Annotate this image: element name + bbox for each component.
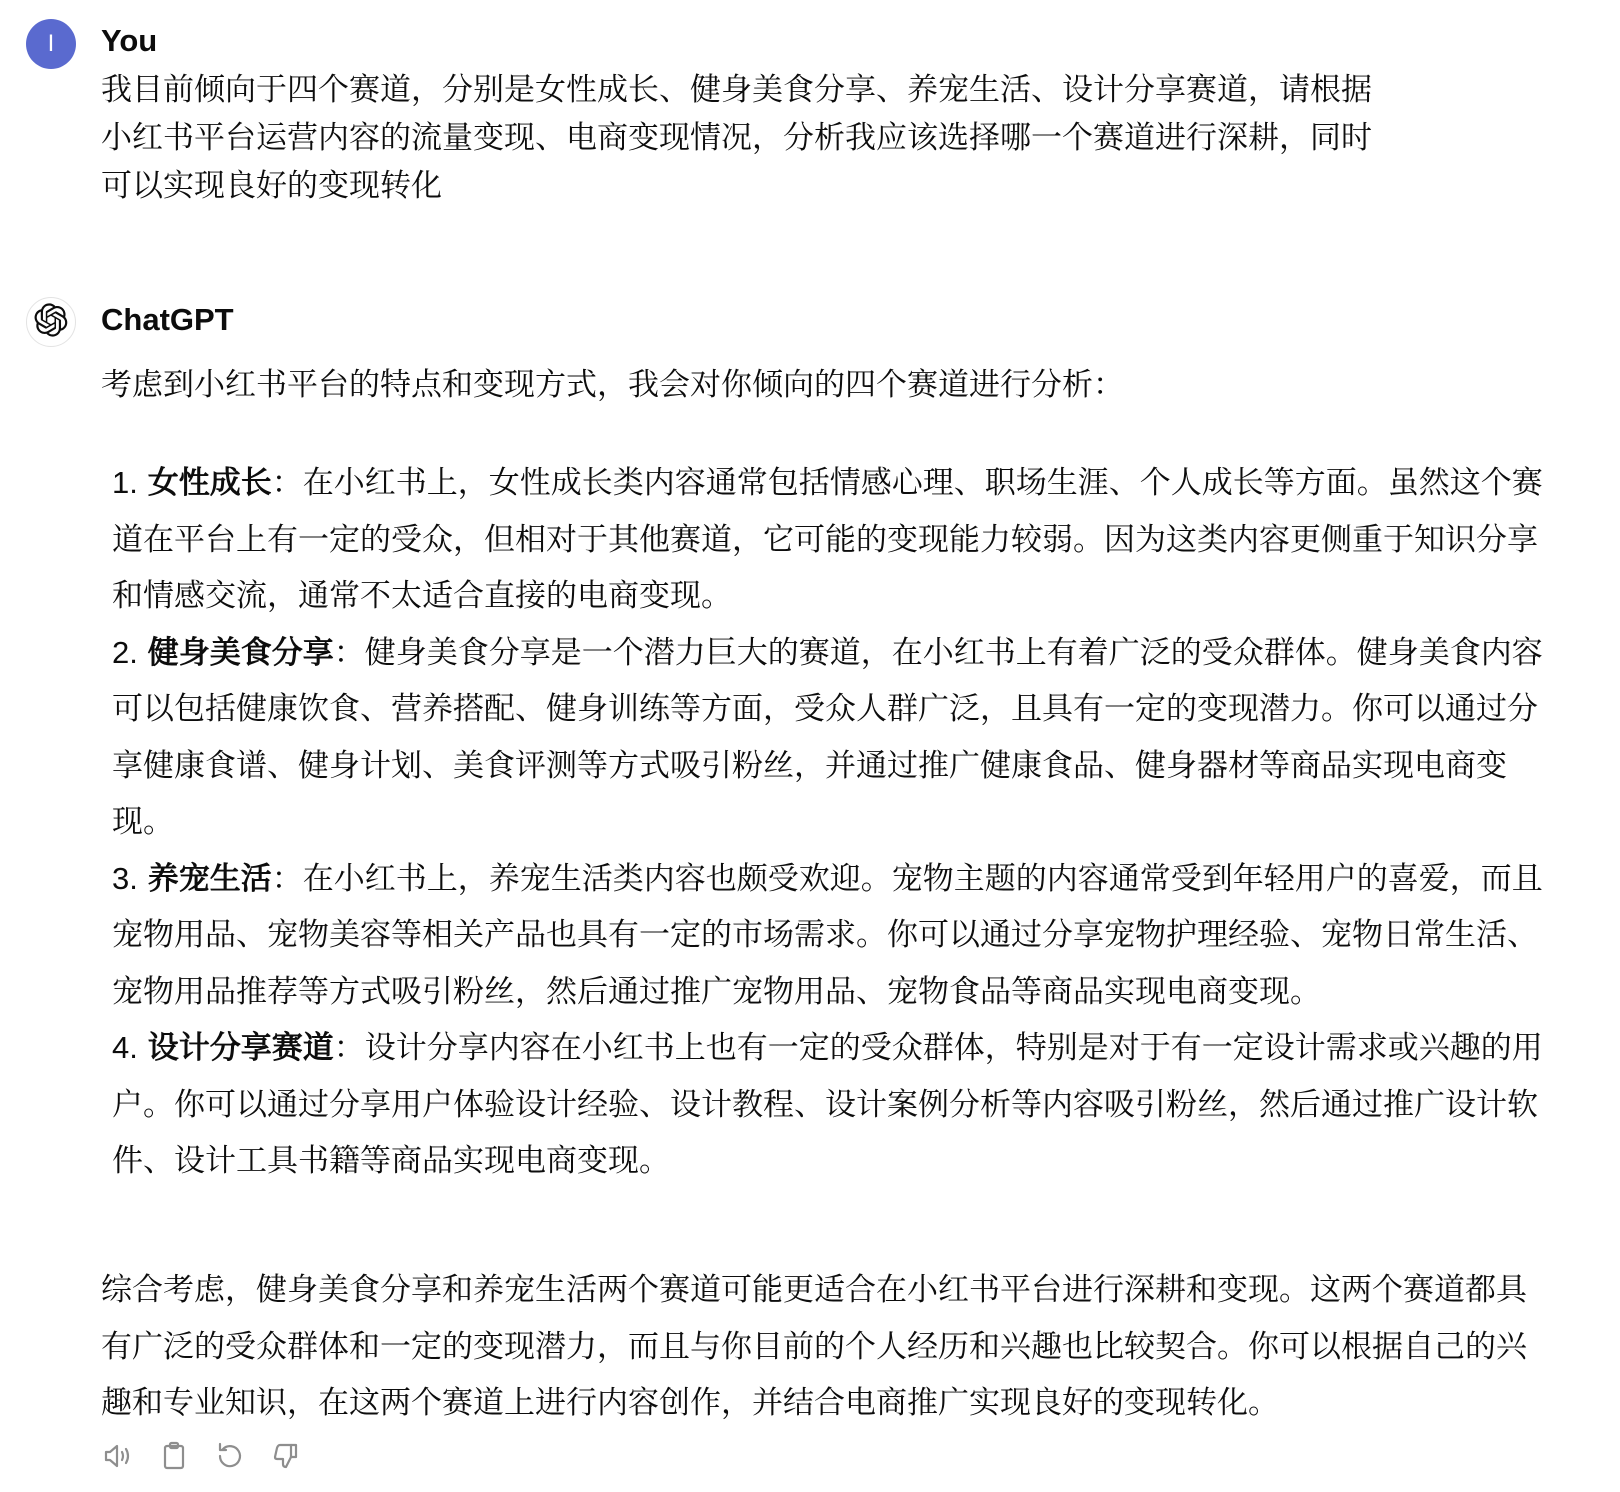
regenerate-icon [214,1440,246,1476]
user-author-name: You [101,23,158,58]
list-item-number: 3. [112,860,138,896]
copy-button[interactable] [156,1440,192,1476]
list-item [112,851,1552,1021]
user-message-line: 可以实现良好的变现转化 [101,168,442,204]
user-message-line: 我目前倾向于四个赛道，分别是女性成长、健身美食分享、养宠生活、设计分享赛道，请根据 [101,72,1372,108]
assistant-conclusion-text: 综合考虑，健身美食分享和养宠生活两个赛道可能更适合在小红书平台进行深耕和变现。这两个赛道都具有广泛的受众群体和一定的变现潜力，而且与你目前的个人经历和兴趣也比较契合。你可以根据自己的兴趣和专业知识，在这两个赛道上进行内容创作，并结合电商推广实现良好的变现转化。 [101,1272,1527,1421]
list-item-number: 1. [112,465,138,500]
list-item-number: 2. [112,634,138,670]
assistant-author-name: ChatGPT [101,302,234,337]
list-item-text: ：健身美食分享是一个潜力巨大的赛道，在小红书上有着广泛的受众群体。健身美食内容可以包括健康饮食、营养搭配、健身训练等方面，受众人群广泛，且具有一定的变现潜力。你可以通过分享健康食谱、健身计划、美食评测等方式吸引粉丝，并通过推广健康食品、健身器材等商品实现电商变现。 [112,634,1543,840]
message-actions [100,1440,304,1476]
user-message-line: 小红书平台运营内容的流量变现、电商变现情况，分析我应该选择哪一个赛道进行深耕，同时 [101,120,1372,156]
list-item-title: 健身美食分享 [147,634,334,671]
list-item [112,455,1552,625]
track-analysis-list [112,455,1552,1190]
list-item-text: ：设计分享内容在小红书上也有一定的受众群体，特别是对于有一定设计需求或兴趣的用户。你可以通过分享用户体验设计经验、设计教程、设计案例分析等内容吸引粉丝，然后通过推广设计软件、设计工具书籍等商品实现电商变现。 [112,1030,1543,1179]
list-item [112,625,1552,851]
list-item-title: 设计分享赛道 [147,1030,334,1066]
clipboard-icon [158,1440,190,1476]
list-item-number: 4. [112,1030,138,1065]
list-item-text: ：在小红书上，女性成长类内容通常包括情感心理、职场生涯、个人成长等方面。虽然这个赛道在平台上有一定的受众，但相对于其他赛道，它可能的变现能力较弱。因为这类内容更侧重于知识分享和情感交流，通常不太适合直接的电商变现。 [112,465,1543,614]
user-avatar: I [26,19,76,69]
speaker-icon [102,1440,134,1476]
assistant-intro-text: 考虑到小红书平台的特点和变现方式，我会对你倾向的四个赛道进行分析： [101,367,1124,403]
list-item-text: ：在小红书上，养宠生活类内容也颇受欢迎。宠物主题的内容通常受到年轻用户的喜爱，而且宠物用品、宠物美容等相关产品也具有一定的市场需求。你可以通过分享宠物护理经验、宠物日常生活、宠物用品推荐等方式吸引粉丝，然后通过推广宠物用品、宠物食品等商品实现电商变现。 [112,860,1543,1010]
read-aloud-button[interactable] [100,1440,136,1476]
openai-logo-icon [34,303,68,341]
thumbs-down-button[interactable] [268,1440,304,1476]
regenerate-button[interactable] [212,1440,248,1476]
list-item-title: 养宠生活 [147,860,272,897]
list-item [112,1020,1552,1190]
assistant-avatar [26,297,76,347]
thumbs-down-icon [270,1440,302,1476]
list-item-title: 女性成长 [147,465,272,501]
